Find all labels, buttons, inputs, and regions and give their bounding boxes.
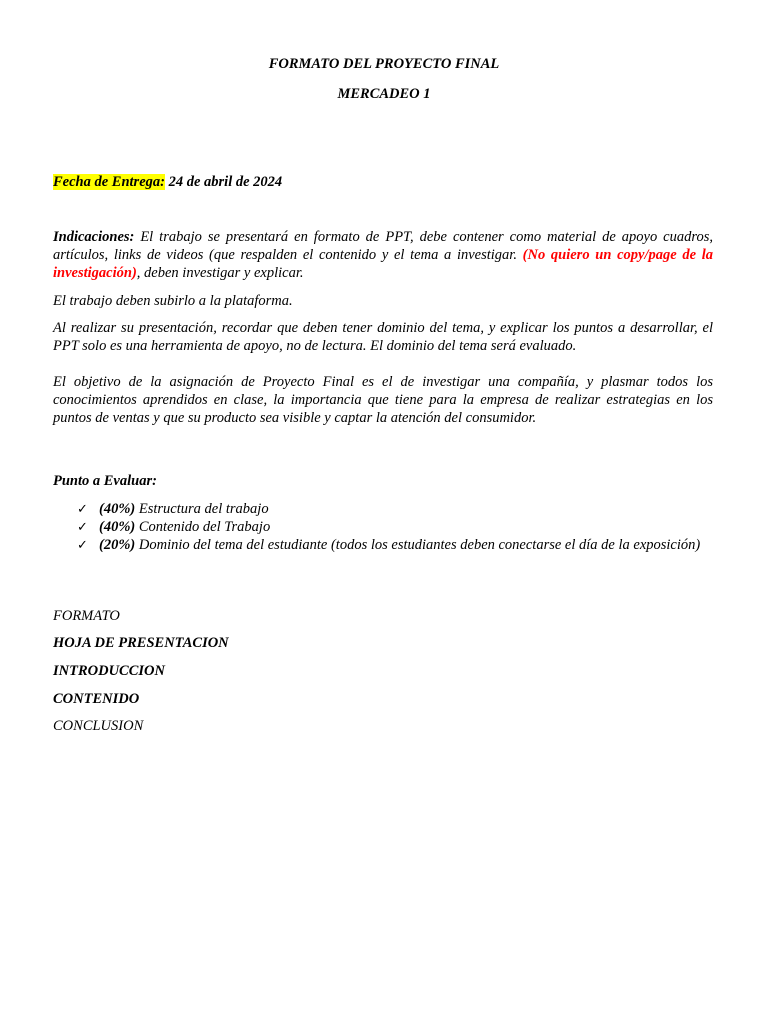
- indications-text-after: , deben investigar y explicar.: [136, 265, 304, 281]
- evaluation-item: [77, 500, 713, 518]
- document-title: FORMATO DEL PROYECTO FINAL: [268, 56, 500, 72]
- format-label: FORMATO: [53, 608, 120, 624]
- format-item-conclusion: CONCLUSION: [53, 718, 144, 734]
- format-item-introduction: INTRODUCCION: [53, 663, 165, 679]
- presentation-paragraph: Al realizar su presentación, recordar que deben tener dominio del tema, y explicar los puntos a desarrollar, el PPT solo es una herramienta de apoyo, no de lectura. El dominio del tema será evaluado.: [53, 320, 713, 354]
- due-date-line: [53, 173, 713, 191]
- indications-warning: No quiero un copy/page de la investigación: [53, 247, 713, 281]
- format-item-content: CONTENIDO: [53, 691, 140, 707]
- evaluation-text: Estructura del trabajo: [135, 501, 269, 517]
- evaluation-list: [77, 500, 713, 554]
- upload-paragraph: El trabajo deben subirlo a la plataforma.: [53, 293, 293, 309]
- evaluation-item: [77, 536, 713, 554]
- evaluation-percent: (20%): [99, 537, 136, 553]
- indications-text: El trabajo se presentará en formato de PPT, debe contener como material de apoyo cuadros, artículos, links de videos (que respalden el contenido y el tema a investigar.: [53, 229, 713, 263]
- due-date-label: Fecha de Entrega:: [53, 174, 165, 190]
- evaluation-item: [77, 518, 713, 536]
- evaluation-text: Dominio del tema del estudiante (todos los estudiantes deben conectarse el día de la exposición): [135, 537, 701, 553]
- checkmark-icon: ✓: [77, 537, 88, 552]
- evaluation-text: Contenido del Trabajo: [135, 519, 271, 535]
- indications-warning-open: (: [522, 247, 528, 263]
- checkmark-icon: ✓: [77, 519, 88, 534]
- due-date-value: 24 de abril de 2024: [164, 174, 283, 190]
- evaluation-heading: Punto a Evaluar:: [53, 473, 157, 489]
- document-subtitle: MERCADEO 1: [337, 86, 431, 102]
- format-item-cover: HOJA DE PRESENTACION: [53, 635, 229, 651]
- objective-paragraph: El objetivo de la asignación de Proyecto Final es el de investigar una compañía, y plasmar todos los conocimientos aprendidos en clase, la importancia que tiene para la empresa de realizar estrategias en los puntos de ventas y que su producto sea visible y captar la atención del consumidor.: [53, 374, 713, 426]
- indications-paragraph: [53, 228, 713, 282]
- indications-warning-close: ): [131, 265, 137, 281]
- indications-label: Indicaciones:: [53, 229, 135, 245]
- evaluation-percent: (40%): [99, 519, 136, 535]
- checkmark-icon: ✓: [77, 501, 88, 516]
- evaluation-percent: (40%): [99, 501, 136, 517]
